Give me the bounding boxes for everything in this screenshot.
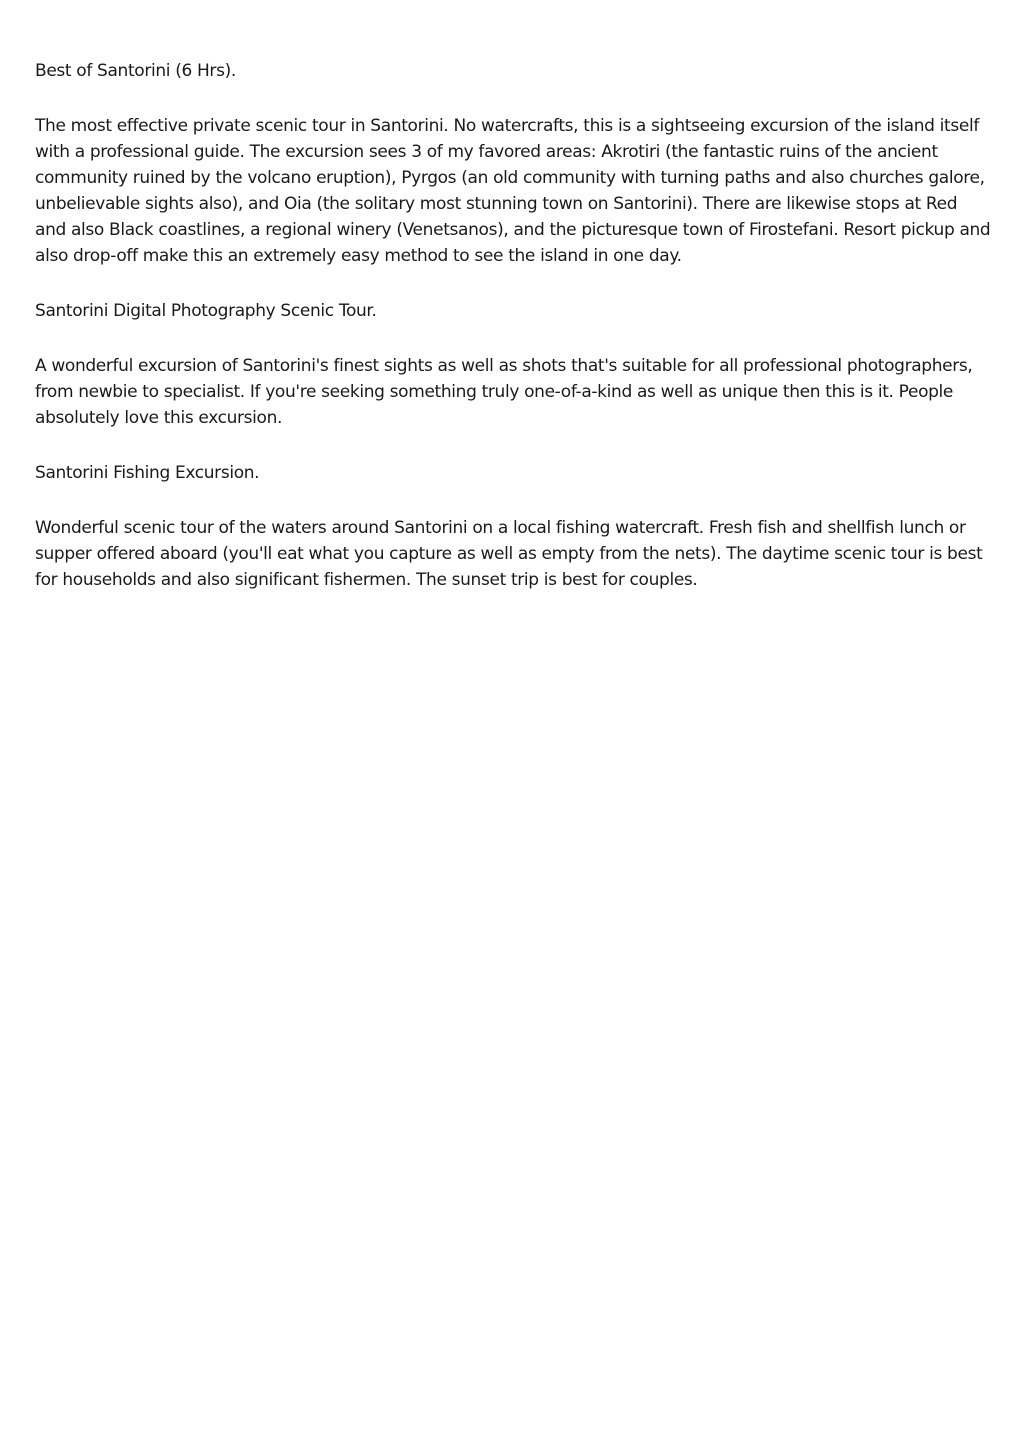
document-body: [35, 58, 993, 622]
tour-description-best-of-santorini: The most effective private scenic tour in Santorini. No watercrafts, this is a sightseeing excursion of the island itself with a professional guide. The excursion sees 3 of my favored areas: Akrotiri (the fantastic ruins of the ancient community ruined by the volcano eruption), Pyrgos (an old community with turning paths and also churches galore, unbelievable sights also), and Oia (the solitary most stunning town on Santorini). There are likewise stops at Red and also Black coastlines, a regional winery (Venetsanos), and the picturesque town of Firostefani. Resort pickup and also drop-off make this an extremely easy method to see the island in one day.: [35, 116, 991, 266]
tour-description-fishing: Wonderful scenic tour of the waters around Santorini on a local fishing watercraft. Fresh fish and shellfish lunch or supper offered aboard (you'll eat what you capture as well as empty from the nets). The daytime scenic tour is best for households and also significant fishermen. The sunset trip is best for couples.: [35, 518, 983, 590]
tour-title-photography: Santorini Digital Photography Scenic Tour.: [35, 301, 377, 321]
tour-title-fishing: Santorini Fishing Excursion.: [35, 463, 260, 483]
tour-description-photography: A wonderful excursion of Santorini's finest sights as well as shots that's suitable for all professional photographers, from newbie to specialist. If you're seeking something truly one-of-a-kind as well as unique then this is it. People absolutely love this excursion.: [35, 356, 973, 428]
tour-title-best-of-santorini: Best of Santorini (6 Hrs).: [35, 61, 236, 81]
